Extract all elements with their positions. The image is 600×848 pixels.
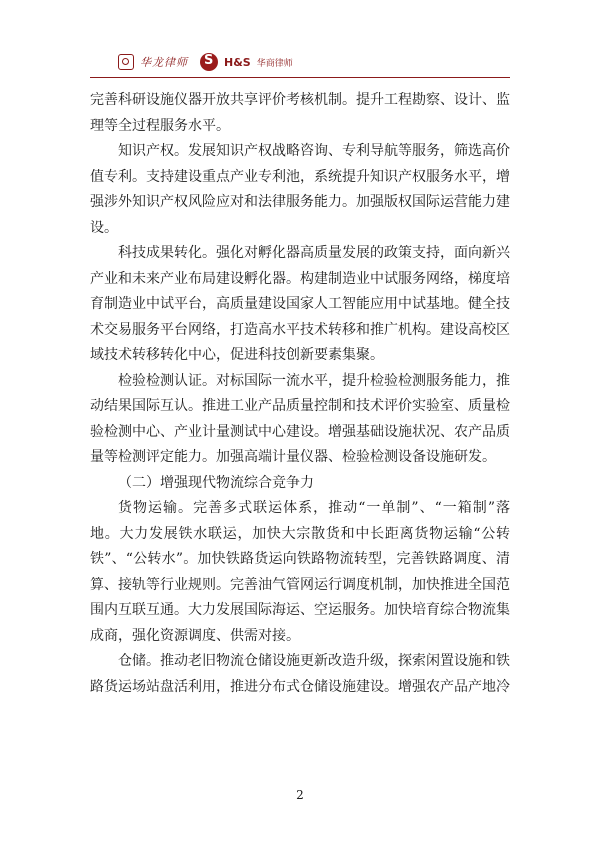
hs-logo-icon <box>200 53 218 71</box>
paragraph: 检验检测认证。对标国际一流水平，提升检验检测服务能力，推动结果国际互认。推进工业产品质量控制和技术评价实验室、质量检验检测中心、产业计量测试中心建设。增强基础设施状况、农产品质量等检测评定能力。加强高端计量仪器、检验检测设备设施研发。 <box>90 372 510 465</box>
paragraph: 货物运输。完善多式联运体系，推动“一单制”、“一箱制”落地。大力发展铁水联运，加快大宗散货和中长距离货物运输“公转铁”、“公转水”。加快铁路货运向铁路物流转型，完善铁路调度、清算、接轨等行业规则。完善油气管网运行调度机制，加快推进全国范围内互联互通。大力发展国际海运、空运服务。加快培育综合物流集成商，强化资源调度、供需对接。 <box>90 500 510 644</box>
section-heading: （二）增强现代物流综合竞争力 <box>118 474 314 491</box>
document-body <box>90 88 510 700</box>
page-number: 2 <box>296 788 304 802</box>
paragraph: 仓储。推动老旧物流仓储设施更新改造升级，探索闲置设施和铁路货运场站盘活利用，推进分布式仓储设施建设。增强农产品产地冷 <box>90 653 510 695</box>
paragraph: 知识产权。发展知识产权战略咨询、专利导航等服务，筛选高价值专利。支持建设重点产业专利池，系统提升知识产权服务水平，增强涉外知识产权风险应对和法律服务能力。加强版权国际运营能力建设。 <box>90 143 510 236</box>
page-header <box>118 50 293 74</box>
paragraph: 科技成果转化。强化对孵化器高质量发展的政策支持，面向新兴产业和未来产业布局建设孵化器。构建制造业中试服务网络，梯度培育制造业中试平台，高质量建设国家人工智能应用中试基地。健全技术交易服务平台网络，打造高水平技术转移和推广机构。建设高校区域技术转移转化中心，促进科技创新要素集聚。 <box>90 245 510 363</box>
hs-logo-text: H&S <box>224 55 251 69</box>
firm-logo-icon <box>118 54 134 70</box>
firm-logo-text: 华龙律师 <box>140 56 188 69</box>
paragraph: 完善科研设施仪器开放共享评价考核机制。提升工程勘察、设计、监理等全过程服务水平。 <box>90 92 510 134</box>
hs-logo-subtext: 华商律师 <box>256 58 293 69</box>
header-divider <box>90 77 510 78</box>
